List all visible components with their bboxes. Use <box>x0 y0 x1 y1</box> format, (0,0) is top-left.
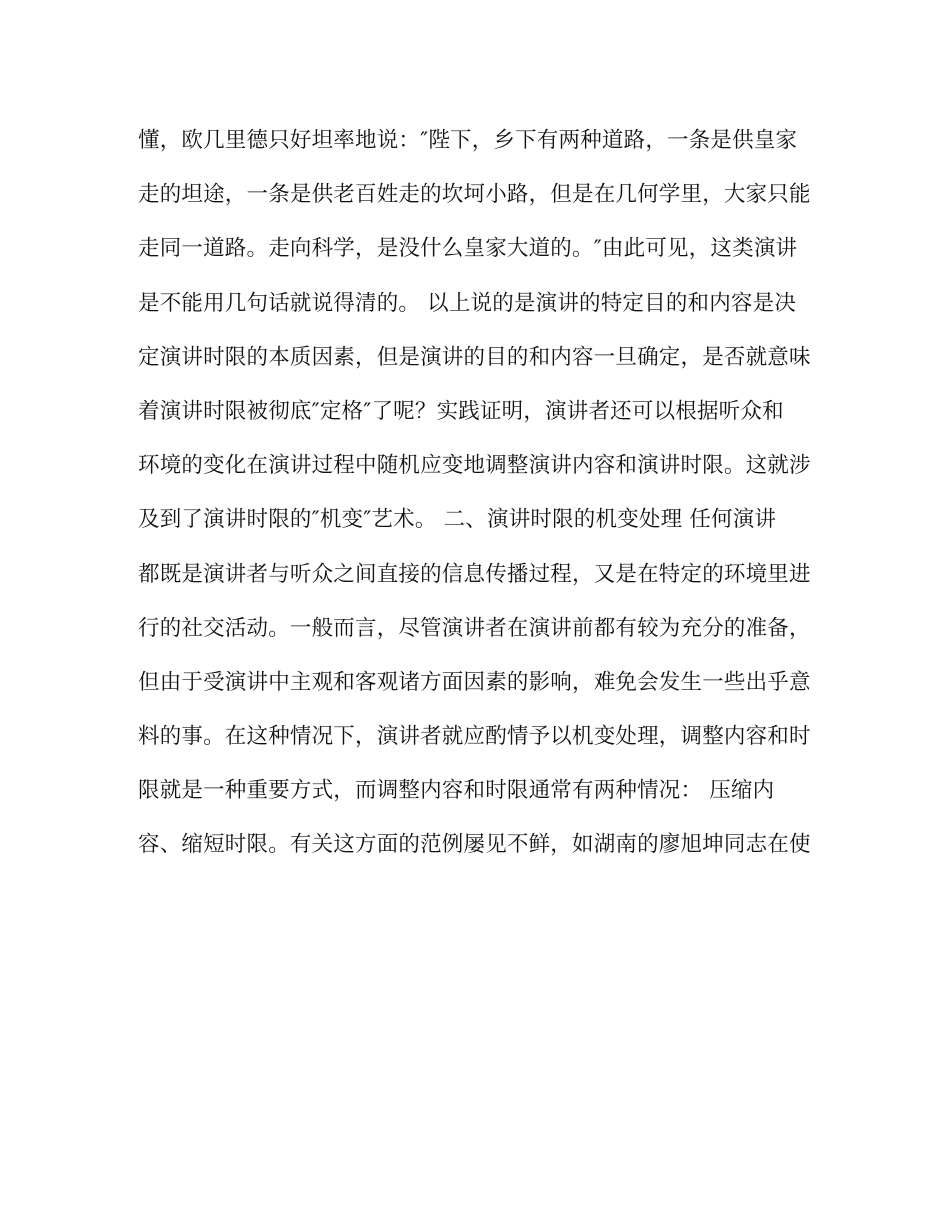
text-line: 料的事。在这种情况下，演讲者就应酌情予以机变处理，调整内容和时 <box>138 724 811 750</box>
text-line: 行的社交活动。一般而言，尽管演讲者在演讲前都有较为充分的准备， <box>138 615 811 641</box>
text-line: 但由于受演讲中主观和客观诸方面因素的影响，难免会发生一些出乎意 <box>138 669 811 695</box>
text-line: 容、缩短时限。有关这方面的范例屡见不鲜，如湖南的廖旭坤同志在使 <box>138 832 811 858</box>
text-line: 限就是一种重要方式，而调整内容和时限通常有两种情况： 压缩内 <box>138 778 775 804</box>
text-line: 走同一道路。走向科学，是没什么皇家大道的。″由此可见，这类演讲 <box>138 236 798 262</box>
text-line: 及到了演讲时限的″机变″艺术。 二、演讲时限的机变处理 任何演讲 <box>138 507 777 533</box>
body-text <box>138 121 828 880</box>
text-line: 懂，欧几里德只好坦率地说：″陛下，乡下有两种道路，一条是供皇家 <box>138 128 798 153</box>
text-line: 都既是演讲者与听众之间直接的信息传播过程，又是在特定的环境里进 <box>138 561 811 587</box>
text-line: 定演讲时限的本质因素，但是演讲的目的和内容一旦确定，是否就意味 <box>138 344 811 370</box>
text-line: 着演讲时限被彻底″定格″了呢？实践证明，演讲者还可以根据听众和 <box>138 398 784 424</box>
text-line: 环境的变化在演讲过程中随机应变地调整演讲内容和演讲时限。这就涉 <box>138 453 811 479</box>
text-line: 走的坦途，一条是供老百姓走的坎坷小路，但是在几何学里，大家只能 <box>138 182 811 208</box>
text-line: 是不能用几句话就说得清的。 以上说的是演讲的特定目的和内容是决 <box>138 290 797 316</box>
